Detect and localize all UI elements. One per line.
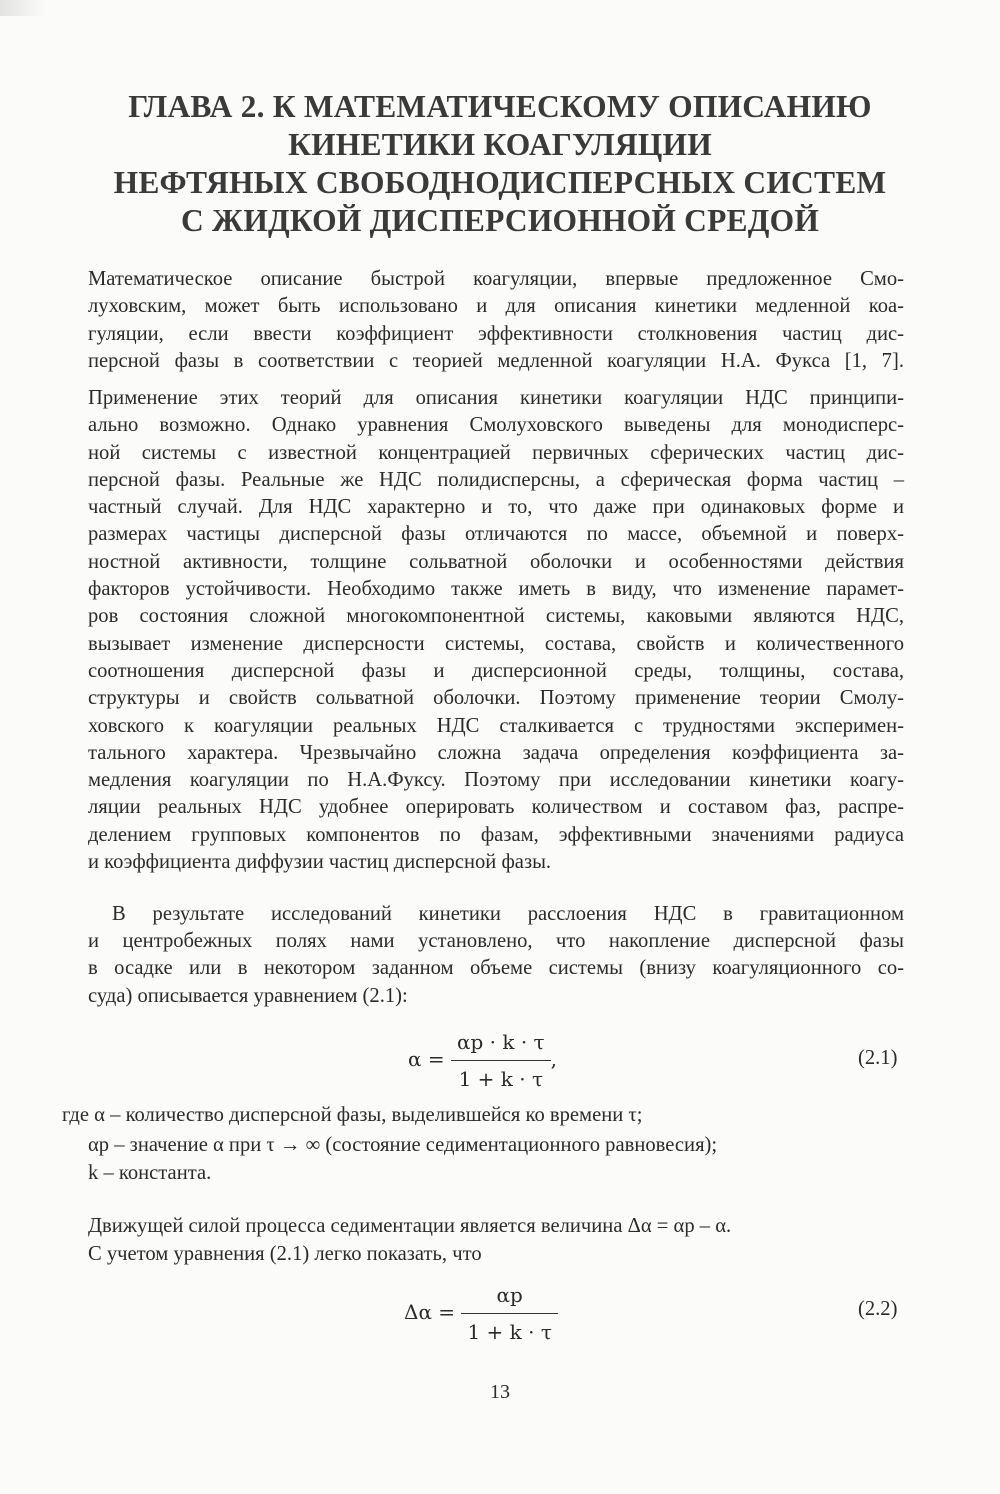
formula-comma: ,: [550, 1047, 557, 1071]
text-line: Применение этих теорий для описания кинетики коагуляции НДС принципи-: [88, 387, 904, 409]
text-line: структуры и свойств сольватной оболочки. Поэтому применение теории Смолу-: [88, 687, 904, 710]
text-line: делением групповых компонентов по фазам, эффективными значениями радиуса: [88, 823, 904, 846]
text-line: тального характера. Чрезвычайно сложна задача определения коэффициента за-: [88, 741, 904, 764]
formula-fraction: [451, 1030, 551, 1091]
text-line: размерах частицы дисперсной фазы отличаются по массе, объемной и поверх-: [88, 523, 904, 546]
text-line: суда) описывается уравнением (2.1):: [88, 984, 408, 1007]
formula-denominator: 1 + k · τ: [467, 1320, 552, 1344]
title-line: КИНЕТИКИ КОАГУЛЯЦИИ: [288, 127, 712, 162]
title-line: ГЛАВА 2. К МАТЕМАТИЧЕСКОМУ ОПИСАНИЮ: [128, 89, 872, 124]
text-line: В результате исследований кинетики расслоения НДС в гравитационном: [112, 903, 904, 925]
paragraph-3-cont: [88, 928, 904, 1010]
page-number: 13: [490, 1381, 510, 1403]
equation-number: (2.1): [858, 1047, 898, 1069]
text-line: частный случай. Для НДС характерно и то, что даже при одинаковых форме и: [88, 496, 904, 519]
text-line: медления коагуляции по Н.А.Фуксу. Поэтому при исследовании кинетики коагу-: [88, 769, 904, 792]
paragraph-2: [88, 385, 904, 876]
text-line: ховского к коагуляции реальных НДС сталкивается с трудностями эксперимен-: [88, 714, 904, 737]
formula-lhs: α =: [408, 1047, 445, 1071]
formula-numerator: αp · k · τ: [451, 1030, 551, 1061]
formula-denominator: 1 + k · τ: [458, 1067, 544, 1091]
text-line: гуляции, если ввести коэффициент эффективности столкновения частиц дис-: [88, 322, 904, 345]
title-line: С ЖИДКОЙ ДИСПЕРСИОННОЙ СРЕДОЙ: [180, 203, 820, 238]
text-line: персной фазы. Реальные же НДС полидисперсны, а сферическая форма частиц –: [88, 468, 904, 491]
text-line: соотношения дисперсной фазы и дисперсионной среды, толщины, состава,: [88, 659, 904, 682]
definition-line: k – константа.: [88, 1162, 212, 1184]
paragraph-4-line: Движущей силой процесса седиментации является величина Δα = αр – α.: [88, 1215, 732, 1237]
formula-2-2: [404, 1283, 558, 1344]
text-line: и центробежных полях нами установлено, что накопление дисперсной фазы: [88, 930, 904, 952]
text-line: ляции реальных НДС удобнее оперировать количеством и составом фаз, распре-: [88, 796, 904, 819]
text-line: ров состояния сложной многокомпонентной системы, каковыми являются НДС,: [88, 605, 904, 628]
chapter-title: [80, 88, 920, 240]
paragraph-4-line: С учетом уравнения (2.1) легко показать, что: [88, 1243, 482, 1265]
text-line: ностной активности, толщине сольватной оболочки и особенностями действия: [88, 550, 904, 573]
text-line: ной системы с известной концентрацией первичных сферических частиц дис-: [88, 441, 904, 464]
equation-number: (2.2): [858, 1298, 898, 1320]
paragraph-3: [112, 901, 904, 928]
text-line: в осадке или в некотором заданном объеме системы (внизу коагуляционного со-: [88, 957, 904, 980]
text-line: персной фазы в соответствии с теорией медленной коагуляции Н.А. Фукса [1, 7].: [88, 349, 904, 372]
formula-lhs: Δα =: [404, 1300, 456, 1324]
formula-numerator: αp: [461, 1283, 557, 1314]
definition-line: αр – значение α при τ → ∞ (состояние седиментационного равновесия);: [88, 1134, 718, 1156]
definition-line: где α – количество дисперсной фазы, выделившейся ко времени τ;: [62, 1104, 643, 1126]
text-line: Математическое описание быстрой коагуляции, впервые предложенное Смо-: [88, 268, 904, 290]
text-line: ально возможно. Однако уравнения Смолуховского выведены для монодисперс-: [88, 414, 904, 437]
text-line: факторов устойчивости. Необходимо также иметь в виду, что изменение парамет-: [88, 578, 904, 601]
paragraph-1: [88, 266, 904, 375]
scan-artifact: [0, 0, 46, 16]
formula-2-1: [408, 1030, 557, 1091]
text-line: луховским, может быть использовано и для описания кинетики медленной коа-: [88, 295, 904, 318]
title-line: НЕФТЯНЫХ СВОБОДНОДИСПЕРСНЫХ СИСТЕМ: [113, 165, 887, 200]
text-line: вызывает изменение дисперсности системы, состава, свойств и количественного: [88, 632, 904, 655]
text-line: и коэффициента диффузии частиц дисперсной фазы.: [88, 851, 552, 874]
formula-fraction: [461, 1283, 557, 1344]
